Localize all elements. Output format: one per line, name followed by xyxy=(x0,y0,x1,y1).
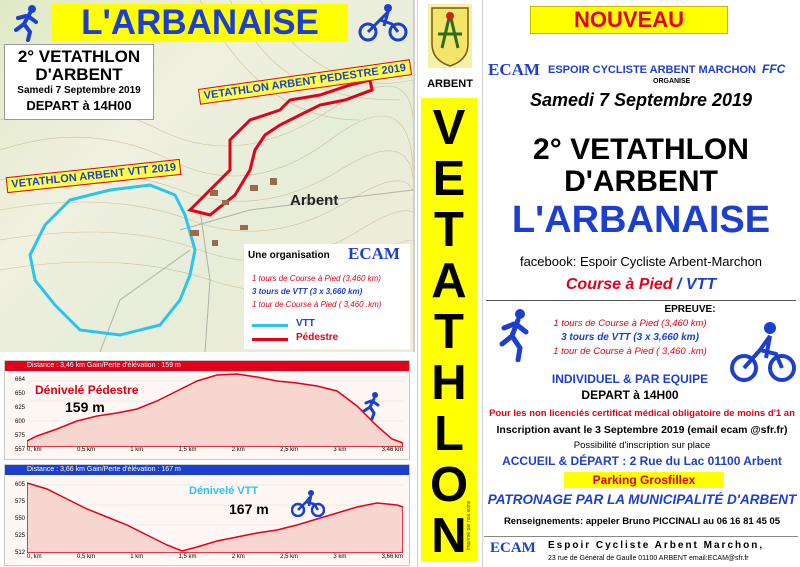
course-separator: / xyxy=(677,276,682,293)
vetathlon-letter: V xyxy=(432,101,466,155)
ecam-logo-small: ECAM xyxy=(348,244,400,263)
individuel-equipe: INDIVIDUEL & PAR EQUIPE xyxy=(551,372,709,386)
course-map xyxy=(0,0,415,352)
course-vtt-label: VTT xyxy=(685,276,717,293)
route-item-1: 1 tours de Course à Pied (3,460 km) xyxy=(252,274,381,283)
ffc-logo: FFC xyxy=(762,62,786,76)
organisation-prefix: Une organisation xyxy=(248,250,330,261)
legend-pedestre-line xyxy=(252,338,288,341)
vtt-route xyxy=(30,185,195,335)
vetathlon-letter: E xyxy=(432,152,466,206)
right-title-line1: 2° VETATHLON xyxy=(533,133,749,166)
runner-icon xyxy=(6,2,46,42)
course-types xyxy=(486,276,796,294)
cyclist-icon-small xyxy=(291,489,325,517)
profile-vtt xyxy=(4,464,410,566)
event-title-line1: 2° VETATHLON xyxy=(17,47,141,66)
parking-label: Parking Grosfillex xyxy=(564,472,724,488)
map-town-label: Arbent xyxy=(290,192,339,209)
profile-pedestre-yticks: 664 650 625 600 575 557 xyxy=(14,377,25,453)
facebook-label: facebook: Espoir Cycliste Arbent-Marchon xyxy=(519,254,763,269)
profile-vtt-value: 167 m xyxy=(229,501,269,517)
arbent-coat-of-arms xyxy=(428,4,472,68)
right-date: Samedi 7 Septembre 2019 xyxy=(529,90,753,110)
profile-pedestre-value: 159 m xyxy=(65,399,105,415)
inscription-info: Inscription avant le 3 Septembre 2019 (email ecam @sfr.fr) xyxy=(496,424,788,436)
organise-label: ORGANISE xyxy=(653,78,691,85)
event-date: Samedi 7 Septembre 2019 xyxy=(17,85,141,96)
renseignements: Renseignements: appeler Bruno PICCINALI au 06 16 81 45 05 xyxy=(503,516,781,527)
route-item-2: 3 tours de VTT (3 x 3,660 km) xyxy=(252,287,363,296)
vetathlon-letter: N xyxy=(431,509,467,563)
route-item-3: 1 tour de Course à Pied ( 3,460 .km) xyxy=(252,300,382,309)
ecam-logo-footer: ECAM xyxy=(490,540,536,556)
ecam-logo: ECAM xyxy=(488,60,540,79)
nouveau-banner: NOUVEAU xyxy=(530,6,728,34)
legend-pedestre-label: Pédestre xyxy=(296,332,339,343)
patronage-line: PATRONAGE PAR LA MUNICIPALITÉ D'ARBENT xyxy=(487,492,797,507)
divider xyxy=(486,300,796,301)
profile-vtt-xticks: 0, km 0,5 km 1 km 1,5 km 2 km 2,5 km 3 km 3,66 km xyxy=(27,554,403,560)
cyclist-icon xyxy=(358,2,408,42)
epreuve-label: EPREUVE: xyxy=(664,304,716,315)
footer-address: 23 rue de Général de Gaulle 01100 ARBENT email:ECAM@sfr.fr xyxy=(548,555,749,562)
vetathlon-letter: O xyxy=(429,458,469,512)
epreuve-item-2: 3 tours de VTT (3 x 3,660 km) xyxy=(561,332,699,343)
event-start: DEPART à 14H00 xyxy=(26,98,132,113)
vetathlon-letter: T xyxy=(434,305,464,359)
profile-vtt-yticks: 605 575 550 525 512 xyxy=(14,482,25,556)
header-title: L'ARBANAISE xyxy=(52,4,348,42)
right-title-line2: D'ARBENT xyxy=(564,165,718,198)
on-site-registration: Possibilité d'inscription sur place xyxy=(573,440,711,451)
vetathlon-letter: T xyxy=(434,203,464,257)
runner-icon-small xyxy=(359,391,385,421)
legend-vtt-label: VTT xyxy=(296,318,315,329)
organisation-box xyxy=(244,244,410,349)
epreuve-item-3: 1 tour de Course à Pied ( 3,460 .km) xyxy=(553,346,707,357)
cyclist-icon-large xyxy=(730,320,796,384)
label-pedestre-route: VETATHLON ARBENT PEDESTRE 2019 xyxy=(198,59,412,105)
label-vtt-route: VETATHLON ARBENT VTT 2019 xyxy=(6,159,182,193)
right-title-line3: L'ARBANAISE xyxy=(511,199,771,241)
profile-pedestre-title: Dénivelé Pédestre xyxy=(35,383,139,397)
accueil-address: ACCUEIL & DÉPART : 2 Rue du Lac 01100 Arbent xyxy=(502,454,782,468)
vetathlon-letter: A xyxy=(431,254,467,308)
footer-divider xyxy=(484,536,798,537)
licence-note: Pour les non licenciés certificat médical obligatoire de moins d'1 an xyxy=(489,408,795,419)
vetathlon-letter: H xyxy=(431,356,467,410)
profile-vtt-header: Distance : 3,66 km Gain/Perte d'élévation : 167 m xyxy=(5,465,409,475)
event-info-box xyxy=(4,44,154,120)
profile-pedestre xyxy=(4,360,410,460)
strip-town-label: ARBENT xyxy=(427,78,473,90)
club-name: ESPOIR CYCLISTE ARBENT MARCHON xyxy=(548,64,756,76)
footer-club-name: Espoir Cycliste Arbent Marchon, xyxy=(548,540,765,551)
profile-pedestre-xticks: 0, km 0,5 km 1 km 1,5 km 2 km 2,5 km 3 km 3,46 km xyxy=(27,447,403,453)
right-depart: DEPART à 14H00 xyxy=(581,388,679,402)
legend-vtt-line xyxy=(252,324,288,327)
vetathlon-letter: L xyxy=(434,407,464,461)
profile-vtt-title: Dénivelé VTT xyxy=(189,485,259,497)
event-title-line2: D'ARBENT xyxy=(35,65,123,84)
print-footnote: Imprimé par nos soins xyxy=(466,500,472,550)
course-pied-label: Course à Pied xyxy=(565,276,673,293)
profile-pedestre-header: Distance : 3,46 km Gain/Perte d'élévation : 159 m xyxy=(5,361,409,371)
runner-icon-large xyxy=(494,306,534,362)
epreuve-item-1: 1 tours de Course à Pied (3,460 km) xyxy=(553,318,707,329)
